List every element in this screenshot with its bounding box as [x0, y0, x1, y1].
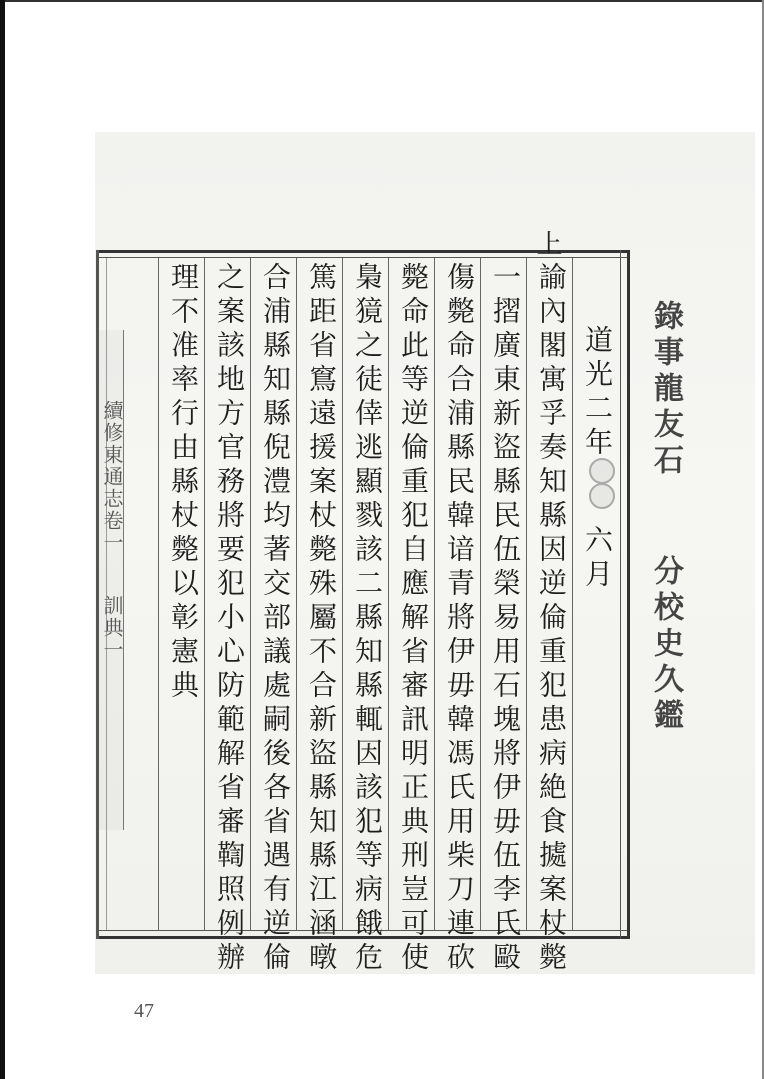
column-rule: [572, 258, 573, 930]
seal-mark: [589, 483, 615, 509]
spine-title: 續修東通志卷一: [100, 400, 124, 554]
top-border: [0, 0, 764, 2]
text-column: 之案該地方官務將要犯小心防範解省審鞫照例辦: [213, 262, 246, 976]
header-char: 上: [532, 230, 562, 262]
proofreader-note: 分校史久鑑: [648, 555, 683, 735]
column-rule: [480, 258, 481, 930]
text-column: 諭內閣寓孚奏知縣因逆倫重犯患病絶食㨿案杖斃: [535, 262, 568, 976]
column-rule: [250, 258, 251, 930]
spine-rule: [106, 258, 107, 930]
column-rule: [158, 258, 159, 930]
column-rule: [388, 258, 389, 930]
column-rule: [296, 258, 297, 930]
text-column: 篤距省窵遠援案杖斃殊屬不合新盜縣知縣江涵暾: [305, 262, 338, 976]
column-rule: [526, 258, 527, 930]
text-column: 理不准率行由縣杖斃以彰憲典: [167, 262, 200, 704]
left-border: [0, 0, 5, 1079]
text-column: 傷斃命合浦縣民韓谙青將伊毋韓馮氏用柴刀連砍: [443, 262, 476, 976]
date-era: 道光二年: [581, 325, 614, 461]
text-column: 梟獍之徒倖逃顯戮該二縣知縣輒因該犯等病餓危: [351, 262, 384, 976]
spine-section: 訓典一: [100, 595, 124, 661]
recorder-note: 錄事龍友石: [648, 300, 683, 480]
page-number: 47: [134, 1000, 154, 1022]
block-right-border: [620, 250, 630, 939]
seal-mark: [589, 458, 615, 484]
date-month: 六月: [581, 525, 614, 593]
text-column: 合浦縣知縣倪澧均著交部議處嗣後各省遇有逆倫: [259, 262, 292, 976]
column-rule: [204, 258, 205, 930]
column-rule: [434, 258, 435, 930]
text-column: 一摺廣東新盜縣民伍榮易用石塊將伊毋伍李氏毆: [489, 262, 522, 976]
text-column: 斃命此等逆倫重犯自應解省審訊明正典刑豈可使: [397, 262, 430, 976]
column-rule: [342, 258, 343, 930]
